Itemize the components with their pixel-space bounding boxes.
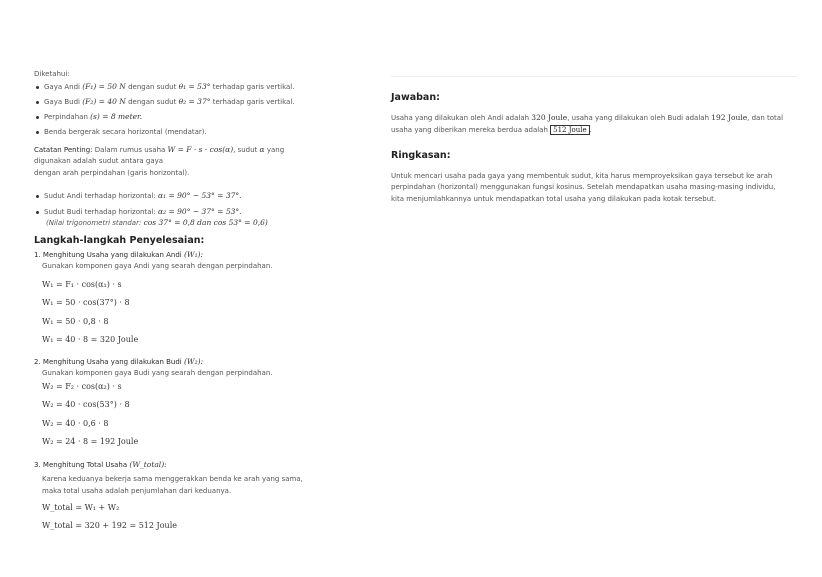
step1-desc: Gunakan komponen gaya Andi yang searah dengan perpindahan. [42, 262, 273, 270]
diketahui-label: Diketahui: [34, 70, 70, 78]
bullet-icon [36, 131, 39, 134]
given-motion: Benda bergerak secara horizontal (mendatar). [44, 128, 207, 136]
ringkasan-line-3: kita menjumlahkannya untuk mendapatkan total usaha yang dilakukan pada kotak tersebut. [391, 195, 717, 203]
given-force-budi: Gaya Budi (F₂) = 40 N dengan sudut θ₂ = 37° terhadap garis vertikal. [44, 97, 295, 106]
step3-eq-1: W_total = W₁ + W₂ [42, 503, 120, 512]
catatan-line-1: Catatan Penting: Dalam rumus usaha W = F · s · cos(α), sudut α yang [34, 145, 285, 154]
step1-eq-1: W₁ = F₁ · cos(α₁) · s [42, 280, 122, 289]
bullet-icon [36, 116, 39, 119]
ringkasan-line-1: Untuk mencari usaha pada gaya yang membentuk sudut, kita harus memproyeksikan gaya tersebut ke arah [391, 172, 773, 180]
langkah-heading: Langkah-langkah Penyelesaian: [34, 235, 205, 246]
final-answer-box: 512 Joule [550, 125, 590, 135]
given-displacement: Perpindahan (s) = 8 meter. [44, 112, 143, 121]
bullet-icon [36, 86, 39, 89]
step2-title: 2. Menghitung Usaha yang dilakukan Budi (W₂): [34, 357, 204, 366]
step1-title: 1. Menghitung Usaha yang dilakukan Andi (W₁): [34, 250, 204, 259]
step3-eq-2: W_total = 320 + 192 = 512 Joule [42, 521, 177, 530]
given-force-andi: Gaya Andi (F₁) = 50 N dengan sudut θ₁ = 53° terhadap garis vertikal. [44, 82, 295, 91]
step1-eq-4: W₁ = 40 · 8 = 320 Joule [42, 335, 139, 344]
step2-eq-4: W₂ = 24 · 8 = 192 Joule [42, 437, 139, 446]
jawaban-line-1: Usaha yang dilakukan oleh Andi adalah 320 Joule, usaha yang dilakukan oleh Budi adalah 192 Joule, dan total [391, 113, 784, 122]
jawaban-line-2: usaha yang diberikan mereka berdua adalah 512 Joule . [391, 126, 592, 134]
sudut-andi: Sudut Andi terhadap horizontal: α₁ = 90° − 53° = 37°. [44, 191, 242, 200]
catatan-line-2: digunakan adalah sudut antara gaya [34, 157, 164, 165]
catatan-line-3: dengan arah perpindahan (garis horizontal). [34, 169, 190, 177]
step3-title: 3. Menghitung Total Usaha (W_total): [34, 460, 167, 469]
step2-eq-3: W₂ = 40 · 0,6 · 8 [42, 419, 109, 428]
trig-values: (Nilai trigonometri standar: cos 37° = 0,8 dan cos 53° = 0,6) [46, 218, 268, 227]
step2-desc: Gunakan komponen gaya Budi yang searah dengan perpindahan. [42, 369, 273, 377]
ringkasan-heading: Ringkasan: [391, 150, 451, 161]
step3-desc-1: Karena keduanya bekerja sama menggerakkan benda ke arah yang sama, [42, 475, 303, 483]
jawaban-heading: Jawaban: [391, 92, 440, 103]
step3-desc-2: maka total usaha adalah penjumlahan dari keduanya. [42, 487, 232, 495]
sudut-budi: Sudut Budi terhadap horizontal: α₂ = 90° − 37° = 53°. [44, 207, 242, 216]
ringkasan-line-2: perpindahan (horizontal) menggunakan fungsi kosinus. Setelah mendapatkan usaha masing-masing individu, [391, 183, 776, 191]
step2-eq-1: W₂ = F₂ · cos(α₂) · s [42, 382, 122, 391]
step1-eq-2: W₁ = 50 · cos(37°) · 8 [42, 298, 130, 307]
bullet-icon [36, 211, 39, 214]
bullet-icon [36, 101, 39, 104]
bullet-icon [36, 195, 39, 198]
step1-eq-3: W₁ = 50 · 0,8 · 8 [42, 317, 109, 326]
top-divider [391, 76, 797, 77]
step2-eq-2: W₂ = 40 · cos(53°) · 8 [42, 400, 130, 409]
